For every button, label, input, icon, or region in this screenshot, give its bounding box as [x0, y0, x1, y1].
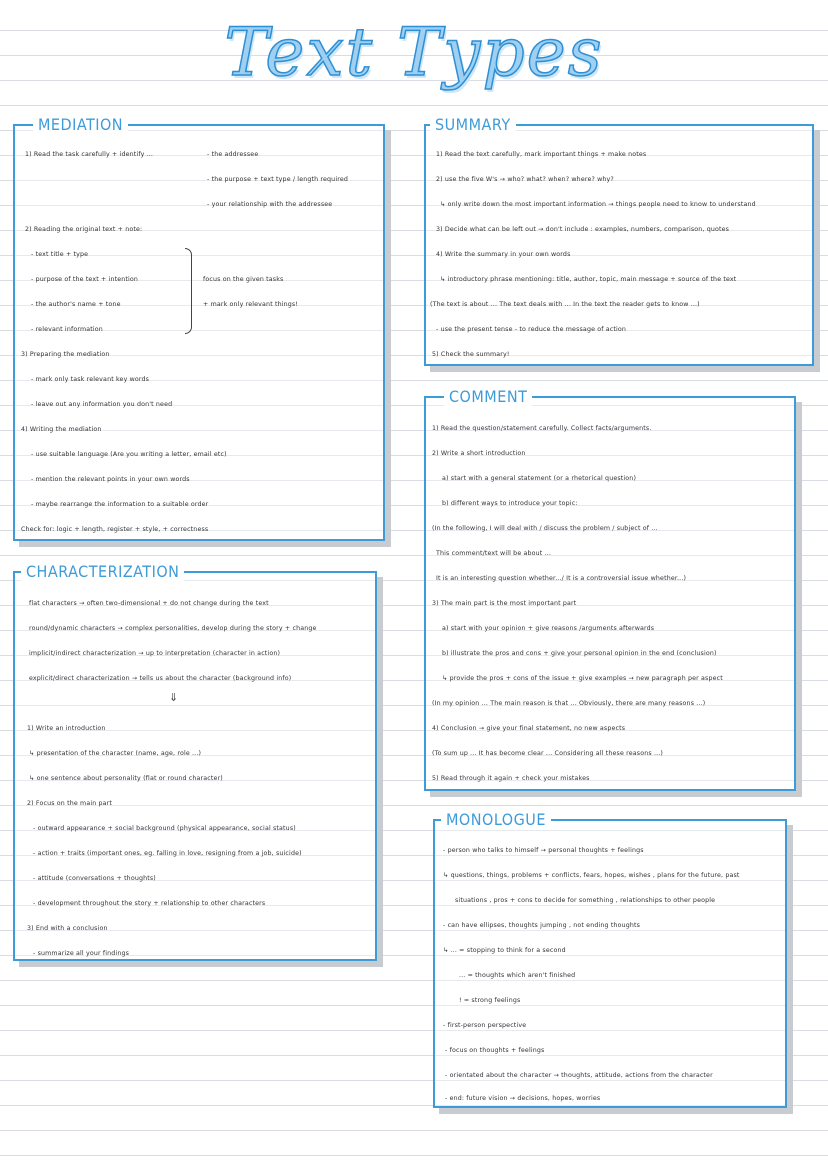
summary-line: (The text is about ... The text deals with ... In the text the reader gets to know ...) [430, 301, 700, 308]
mediation-line: - purpose of the text + intention [31, 276, 139, 283]
characterization-line: - summarize all your findings [33, 950, 130, 957]
mediation-line: - leave out any information you don't need [31, 401, 173, 408]
summary-line: 3) Decide what can be left out → don't include : examples, numbers, comparison, quotes [436, 226, 730, 233]
comment-line: b) illustrate the pros and cons + give your personal opinion in the end (conclusion) [442, 650, 717, 657]
mediation-line: - use suitable language (Are you writing a letter, email etc) [31, 451, 227, 458]
mediation-line: Check for: logic + length, register + style, + correctness [21, 526, 209, 533]
comment-line: This comment/text will be about ... [436, 550, 552, 557]
mediation-line: - the addressee [207, 151, 259, 158]
comment-line: b) different ways to introduce your topic: [442, 500, 578, 507]
characterization-line: 3) End with a conclusion [27, 925, 108, 932]
mediation-line: - the author's name + tone [31, 301, 121, 308]
monologue-box [433, 810, 787, 1108]
down-arrow-icon: ⇓ [169, 691, 179, 704]
characterization-box [13, 562, 377, 961]
mediation-line: focus on the given tasks [203, 276, 284, 283]
comment-line: (To sum up ... It has become clear ... Considering all these reasons ...) [432, 750, 664, 757]
brace [185, 248, 192, 334]
comment-box [424, 387, 796, 791]
mediation-line: 2) Reading the original text + note: [25, 226, 143, 233]
comment-line: 5) Read through it again + check your mistakes [432, 775, 590, 782]
mediation-line: - maybe rearrange the information to a suitable order [31, 501, 209, 508]
monologue-line: - person who talks to himself → personal thoughts + feelings [443, 847, 644, 854]
mediation-line: 3) Preparing the mediation [21, 351, 110, 358]
characterization-line: - attitude (conversations + thoughts) [33, 875, 156, 882]
monologue-line: ↳ ... = stopping to think for a second [443, 947, 566, 954]
characterization-line: explicit/direct characterization → tells us about the character (background info) [29, 675, 292, 682]
summary-line: 4) Write the summary in your own words [436, 251, 571, 258]
mediation-line: - relevant information [31, 326, 103, 333]
monologue-heading: MONOLOGUE [441, 810, 551, 830]
mediation-line: - text title + type [31, 251, 89, 258]
comment-line: It is an interesting question whether.../ It is a controversial issue whether...) [436, 575, 687, 582]
monologue-line: - orientated about the character → thoughts, attitude, actions from the character [445, 1072, 713, 1079]
monologue-line: - end: future vision → decisions, hopes, worries [445, 1095, 601, 1102]
characterization-line: 1) Write an introduction [27, 725, 106, 732]
monologue-line: - first-person perspective [443, 1022, 527, 1029]
summary-heading: SUMMARY [430, 115, 516, 135]
mediation-line: - mention the relevant points in your own words [31, 476, 190, 483]
monologue-line: ... = thoughts which aren't finished [459, 972, 576, 979]
comment-line: (In the following, I will deal with / discuss the problem / subject of ... [432, 525, 658, 532]
characterization-line: ↳ one sentence about personality (flat or round character) [29, 775, 223, 782]
monologue-line: ! = strong feelings [459, 997, 521, 1004]
mediation-line: - your relationship with the addressee [207, 201, 333, 208]
characterization-line: implicit/indirect characterization → up to interpretation (character in action) [29, 650, 281, 657]
comment-line: a) start with your opinion + give reasons /arguments afterwards [442, 625, 655, 632]
page-title: Text Types [224, 14, 604, 91]
summary-line: ↳ only write down the most important information → things people need to know to understand [440, 201, 756, 208]
characterization-line: - action + traits (important ones, eg. falling in love, resigning from a job, suicide) [33, 850, 302, 857]
characterization-line: round/dynamic characters → complex personalities, develop during the story + change [29, 625, 317, 632]
monologue-line: ↳ questions, things, problems + conflicts, fears, hopes, wishes , plans for the future, past [443, 872, 740, 879]
comment-line: (In my opinion ... The main reason is that ... Obviously, there are many reasons ...) [432, 700, 706, 707]
mediation-box [13, 115, 385, 541]
comment-line: ↳ provide the pros + cons of the issue + give examples → new paragraph per aspect [442, 675, 723, 682]
monologue-line: - can have ellipses, thoughts jumping , not ending thoughts [443, 922, 641, 929]
summary-box [424, 115, 814, 366]
characterization-line: 2) Focus on the main part [27, 800, 113, 807]
comment-heading: COMMENT [444, 387, 532, 407]
monologue-line: - focus on thoughts + feelings [445, 1047, 545, 1054]
summary-line: 2) use the five W's → who? what? when? where? why? [436, 176, 614, 183]
summary-line: 5) Check the summary! [432, 351, 510, 358]
summary-line: 1) Read the text carefully, mark important things + make notes [436, 151, 647, 158]
comment-line: a) start with a general statement (or a rhetorical question) [442, 475, 637, 482]
mediation-line: 1) Read the task carefully + identify ... [25, 151, 154, 158]
comment-line: 1) Read the question/statement carefully. Collect facts/arguments. [432, 425, 652, 432]
mediation-line: + mark only relevant things! [203, 301, 299, 308]
comment-line: 4) Conclusion → give your final statement, no new aspects [432, 725, 626, 732]
characterization-line: ↳ presentation of the character (name, age, role ...) [29, 750, 202, 757]
characterization-line: - development throughout the story + relationship to other characters [33, 900, 266, 907]
characterization-heading: CHARACTERIZATION [21, 562, 184, 582]
characterization-line: flat characters → often two-dimensional + do not change during the text [29, 600, 269, 607]
summary-line: - use the present tense - to reduce the message of action [436, 326, 627, 333]
comment-line: 3) The main part is the most important part [432, 600, 577, 607]
comment-line: 2) Write a short introduction [432, 450, 526, 457]
mediation-line: - mark only task relevant key words [31, 376, 150, 383]
mediation-line: - the purpose + text type / length required [207, 176, 348, 183]
characterization-line: - outward appearance + social background (physical appearance, social status) [33, 825, 296, 832]
mediation-line: 4) Writing the mediation [21, 426, 102, 433]
mediation-heading: MEDIATION [33, 115, 128, 135]
summary-line: ↳ introductory phrase mentioning: title, author, topic, main message + source of the text [440, 276, 737, 283]
monologue-line: situations , pros + cons to decide for something , relationships to other people [455, 897, 716, 904]
